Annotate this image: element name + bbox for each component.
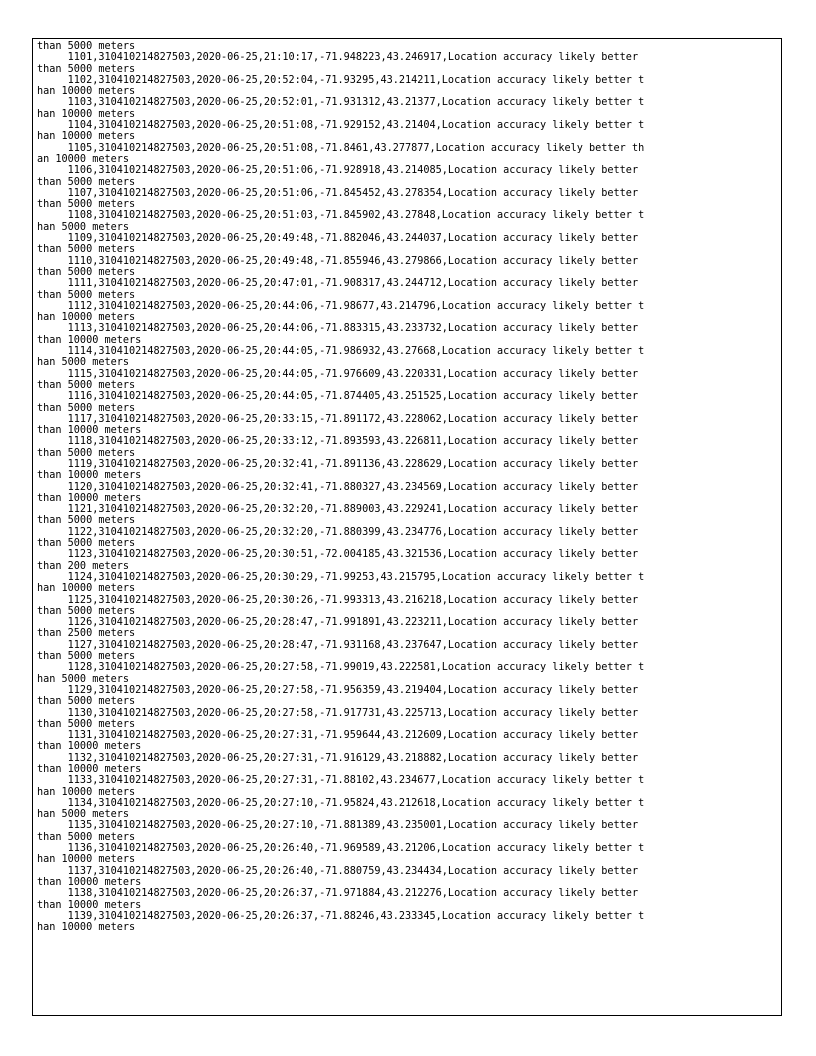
log-line: 1116,310410214827503,2020-06-25,20:44:05,-71.874405,43.251525,Location accuracy likely better: [37, 391, 639, 403]
log-line: than 5000 meters: [37, 651, 136, 663]
log-line: 1109,310410214827503,2020-06-25,20:49:48,-71.882046,43.244037,Location accuracy likely better: [37, 233, 639, 245]
log-line: 1103,310410214827503,2020-06-25,20:52:01,-71.931312,43.21377,Location accuracy likely better t: [37, 97, 645, 109]
log-line: 1111,310410214827503,2020-06-25,20:47:01,-71.908317,43.244712,Location accuracy likely better: [37, 278, 639, 290]
log-line: 1131,310410214827503,2020-06-25,20:27:31,-71.959644,43.212609,Location accuracy likely better: [37, 730, 639, 742]
log-line: han 5000 meters: [37, 221, 130, 233]
log-line: 1126,310410214827503,2020-06-25,20:28:47,-71.991891,43.223211,Location accuracy likely better: [37, 617, 639, 629]
log-line: han 5000 meters: [37, 673, 130, 685]
log-line: than 5000 meters: [37, 266, 136, 278]
log-line: 1129,310410214827503,2020-06-25,20:27:58,-71.956359,43.219404,Location accuracy likely better: [37, 684, 639, 696]
log-line: 1114,310410214827503,2020-06-25,20:44:05,-71.986932,43.27668,Location accuracy likely better t: [37, 346, 645, 358]
log-line: 1122,310410214827503,2020-06-25,20:32:20,-71.880399,43.234776,Location accuracy likely better: [37, 526, 639, 538]
document-frame: [32, 38, 782, 1016]
log-line: 1128,310410214827503,2020-06-25,20:27:58,-71.99019,43.222581,Location accuracy likely better t: [37, 662, 645, 674]
log-line: 1108,310410214827503,2020-06-25,20:51:03,-71.845902,43.27848,Location accuracy likely better t: [37, 210, 645, 222]
log-line: than 10000 meters: [37, 470, 142, 482]
log-line: than 5000 meters: [37, 605, 136, 617]
log-line: 1110,310410214827503,2020-06-25,20:49:48,-71.855946,43.279866,Location accuracy likely better: [37, 255, 639, 267]
log-line: han 5000 meters: [37, 357, 130, 369]
log-line: than 5000 meters: [37, 515, 136, 527]
log-line: 1134,310410214827503,2020-06-25,20:27:10,-71.95824,43.212618,Location accuracy likely better t: [37, 797, 645, 809]
log-line: than 10000 meters: [37, 899, 142, 911]
log-line: than 5000 meters: [37, 41, 136, 52]
log-line: than 200 meters: [37, 560, 130, 572]
log-line: han 10000 meters: [37, 786, 136, 798]
log-line: han 10000 meters: [37, 854, 136, 866]
log-line: than 5000 meters: [37, 199, 136, 211]
log-line: han 10000 meters: [37, 86, 136, 98]
log-line: an 10000 meters: [37, 153, 130, 165]
log-line: 1127,310410214827503,2020-06-25,20:28:47,-71.931168,43.237647,Location accuracy likely better: [37, 639, 639, 651]
log-line: 1123,310410214827503,2020-06-25,20:30:51,-72.004185,43.321536,Location accuracy likely better: [37, 549, 639, 561]
log-line: 1121,310410214827503,2020-06-25,20:32:20,-71.889003,43.229241,Location accuracy likely better: [37, 504, 639, 516]
log-line: 1137,310410214827503,2020-06-25,20:26:40,-71.880759,43.234434,Location accuracy likely better: [37, 865, 639, 877]
log-line: han 5000 meters: [37, 809, 130, 821]
log-line: 1115,310410214827503,2020-06-25,20:44:05,-71.976609,43.220331,Location accuracy likely better: [37, 368, 639, 380]
log-line: 1102,310410214827503,2020-06-25,20:52:04,-71.93295,43.214211,Location accuracy likely better t: [37, 74, 645, 86]
log-line: 1136,310410214827503,2020-06-25,20:26:40,-71.969589,43.21206,Location accuracy likely better t: [37, 843, 645, 855]
log-line: than 10000 meters: [37, 334, 142, 346]
log-line: 1139,310410214827503,2020-06-25,20:26:37,-71.88246,43.233345,Location accuracy likely better t: [37, 910, 645, 922]
log-line: 1133,310410214827503,2020-06-25,20:27:31,-71.88102,43.234677,Location accuracy likely better t: [37, 775, 645, 787]
log-line: than 10000 meters: [37, 876, 142, 888]
log-line: than 5000 meters: [37, 63, 136, 75]
log-text-body: [37, 41, 777, 933]
log-line: han 10000 meters: [37, 583, 136, 595]
log-line: than 5000 meters: [37, 696, 136, 708]
log-line: han 10000 meters: [37, 922, 136, 934]
log-line: 1104,310410214827503,2020-06-25,20:51:08,-71.929152,43.21404,Location accuracy likely better t: [37, 120, 645, 132]
log-line: 1101,310410214827503,2020-06-25,21:10:17,-71.948223,43.246917,Location accuracy likely better: [37, 52, 639, 64]
log-line: 1113,310410214827503,2020-06-25,20:44:06,-71.883315,43.233732,Location accuracy likely better: [37, 323, 639, 335]
log-line: 1132,310410214827503,2020-06-25,20:27:31,-71.916129,43.218882,Location accuracy likely better: [37, 752, 639, 764]
log-line: 1124,310410214827503,2020-06-25,20:30:29,-71.99253,43.215795,Location accuracy likely better t: [37, 571, 645, 583]
log-line: han 10000 meters: [37, 108, 136, 120]
log-line: 1117,310410214827503,2020-06-25,20:33:15,-71.891172,43.228062,Location accuracy likely better: [37, 413, 639, 425]
log-line: han 10000 meters: [37, 131, 136, 143]
log-line: 1135,310410214827503,2020-06-25,20:27:10,-71.881389,43.235001,Location accuracy likely better: [37, 820, 639, 832]
log-line: than 5000 meters: [37, 289, 136, 301]
log-line: 1119,310410214827503,2020-06-25,20:32:41,-71.891136,43.228629,Location accuracy likely better: [37, 458, 639, 470]
log-line: than 10000 meters: [37, 764, 142, 775]
log-line: than 5000 meters: [37, 244, 136, 256]
log-line: than 5000 meters: [37, 447, 136, 459]
log-line: than 5000 meters: [37, 176, 136, 188]
log-line: than 10000 meters: [37, 492, 142, 504]
log-line: 1107,310410214827503,2020-06-25,20:51:06,-71.845452,43.278354,Location accuracy likely better: [37, 187, 639, 199]
log-line: 1130,310410214827503,2020-06-25,20:27:58,-71.917731,43.225713,Location accuracy likely better: [37, 707, 639, 719]
log-line: than 5000 meters: [37, 718, 136, 730]
log-line: than 5000 meters: [37, 379, 136, 391]
log-line: han 10000 meters: [37, 312, 136, 324]
log-line: than 10000 meters: [37, 425, 142, 437]
log-line: 1105,310410214827503,2020-06-25,20:51:08,-71.8461,43.277877,Location accuracy likely better th: [37, 142, 645, 154]
log-line: 1112,310410214827503,2020-06-25,20:44:06,-71.98677,43.214796,Location accuracy likely better t: [37, 300, 645, 312]
log-line: 1138,310410214827503,2020-06-25,20:26:37,-71.971884,43.212276,Location accuracy likely better: [37, 888, 639, 900]
log-line: than 5000 meters: [37, 538, 136, 550]
log-line: 1120,310410214827503,2020-06-25,20:32:41,-71.880327,43.234569,Location accuracy likely better: [37, 481, 639, 493]
log-line: 1106,310410214827503,2020-06-25,20:51:06,-71.928918,43.214085,Location accuracy likely better: [37, 165, 639, 177]
log-line: than 10000 meters: [37, 741, 142, 753]
log-line: than 2500 meters: [37, 628, 136, 640]
log-line: 1125,310410214827503,2020-06-25,20:30:26,-71.993313,43.216218,Location accuracy likely better: [37, 594, 639, 606]
log-line: 1118,310410214827503,2020-06-25,20:33:12,-71.893593,43.226811,Location accuracy likely better: [37, 436, 639, 448]
log-line: than 5000 meters: [37, 831, 136, 843]
log-line: than 5000 meters: [37, 402, 136, 414]
